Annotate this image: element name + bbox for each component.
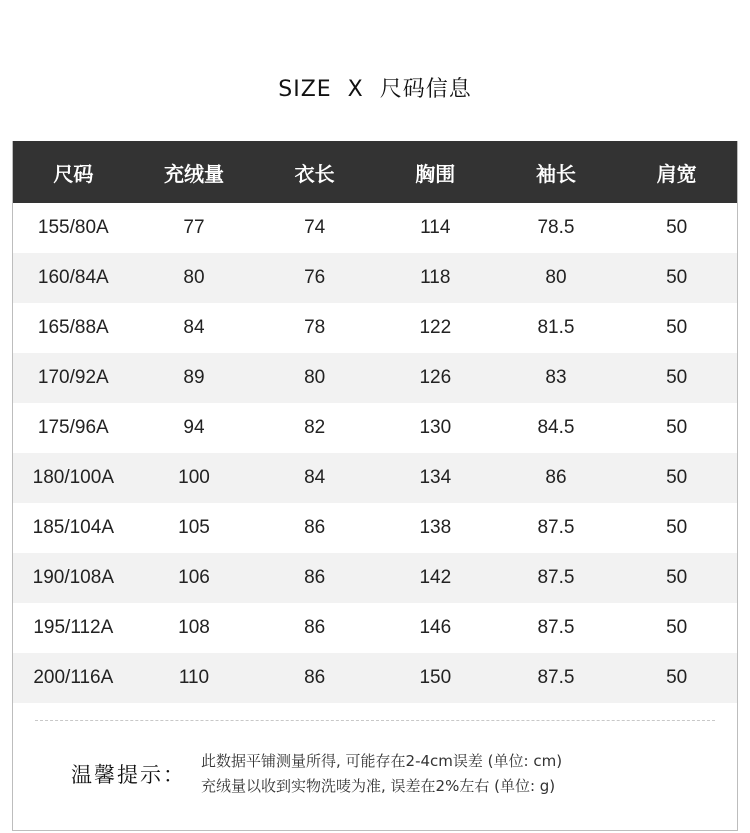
table-cell: 80: [254, 353, 375, 403]
table-cell: 86: [304, 517, 326, 538]
table-cell: 146: [419, 617, 452, 638]
tip-line: 充绒量以收到实物洗唛为准, 误差在2%左右 (单位: g): [201, 777, 556, 795]
table-cell: 78.5: [537, 217, 575, 238]
table-cell: 150: [375, 653, 496, 703]
tips-text: [201, 749, 562, 799]
column-header-chest: 胸围: [375, 141, 496, 203]
table-cell: 50: [666, 417, 688, 438]
table-cell: 77: [183, 217, 205, 238]
table-cell: 138: [419, 517, 452, 538]
table-cell: 82: [304, 417, 326, 438]
table-cell: 165/88A: [37, 317, 109, 338]
table-cell: 122: [419, 317, 452, 338]
table-cell: 134: [375, 453, 496, 503]
table-row: [13, 203, 737, 253]
table-cell: 100: [134, 453, 255, 503]
table-cell: 80: [496, 253, 617, 303]
table-cell: 50: [616, 453, 737, 503]
table-row: [13, 503, 737, 553]
table-row: [13, 353, 737, 403]
table-cell: 74: [304, 217, 326, 238]
table-cell: 78: [304, 317, 326, 338]
table-cell: 50: [616, 653, 737, 703]
table-cell: 160/84A: [13, 253, 134, 303]
table-cell: 84: [254, 453, 375, 503]
table-cell: 83: [496, 353, 617, 403]
table-cell: 50: [666, 317, 688, 338]
table-cell: 87.5: [496, 553, 617, 603]
table-cell: 50: [616, 353, 737, 403]
table-cell: 86: [304, 617, 326, 638]
column-header-sleeve: 袖长: [496, 141, 617, 203]
table-cell: 142: [375, 553, 496, 603]
tips-label: 温馨提示：: [71, 763, 186, 787]
table-cell: 80: [134, 253, 255, 303]
table-cell: 170/92A: [13, 353, 134, 403]
dashed-divider: [35, 720, 715, 721]
table-cell: 105: [178, 517, 210, 538]
table-cell: 130: [419, 417, 452, 438]
table-cell: 50: [666, 517, 688, 538]
table-cell: 175/96A: [37, 417, 109, 438]
table-cell: 180/100A: [13, 453, 134, 503]
table-cell: 87.5: [496, 653, 617, 703]
table-cell: 86: [254, 553, 375, 603]
table-cell: 84: [183, 317, 205, 338]
table-cell: 110: [134, 653, 255, 703]
size-chart-panel: [12, 141, 738, 831]
table-cell: 50: [616, 253, 737, 303]
table-row: [13, 303, 737, 353]
table-cell: 86: [496, 453, 617, 503]
table-row: [13, 453, 737, 503]
column-header-fill-weight: 充绒量: [134, 141, 255, 203]
table-row: [13, 403, 737, 453]
table-cell: 114: [420, 217, 451, 238]
table-row: [13, 603, 737, 653]
table-cell: 126: [375, 353, 496, 403]
column-header-size: 尺码: [13, 141, 134, 203]
table-cell: 50: [616, 553, 737, 603]
tip-line: 此数据平铺测量所得, 可能存在2-4cm误差 (单位: cm): [201, 752, 563, 770]
table-cell: 87.5: [537, 617, 575, 638]
page-title: SIZE X 尺码信息: [278, 77, 472, 102]
table-header-row: [13, 141, 737, 203]
table-cell: 185/104A: [32, 517, 114, 538]
table-row: [13, 253, 737, 303]
table-cell: 50: [666, 617, 688, 638]
table-cell: 94: [183, 417, 205, 438]
table-cell: 190/108A: [13, 553, 134, 603]
table-cell: 87.5: [537, 517, 575, 538]
table-cell: 76: [254, 253, 375, 303]
column-header-shoulder: 肩宽: [616, 141, 737, 203]
table-cell: 195/112A: [33, 617, 114, 638]
table-cell: 81.5: [537, 317, 575, 338]
table-cell: 89: [134, 353, 255, 403]
table-cell: 106: [134, 553, 255, 603]
size-table: [13, 141, 737, 703]
table-row: [13, 553, 737, 603]
table-body: [13, 203, 737, 703]
table-cell: 118: [375, 253, 496, 303]
table-cell: 155/80A: [37, 217, 109, 238]
table-cell: 108: [178, 617, 210, 638]
table-cell: 84.5: [537, 417, 575, 438]
table-cell: 86: [254, 653, 375, 703]
column-header-length: 衣长: [254, 141, 375, 203]
table-cell: 50: [666, 217, 688, 238]
table-cell: 200/116A: [13, 653, 134, 703]
table-row: [13, 653, 737, 703]
